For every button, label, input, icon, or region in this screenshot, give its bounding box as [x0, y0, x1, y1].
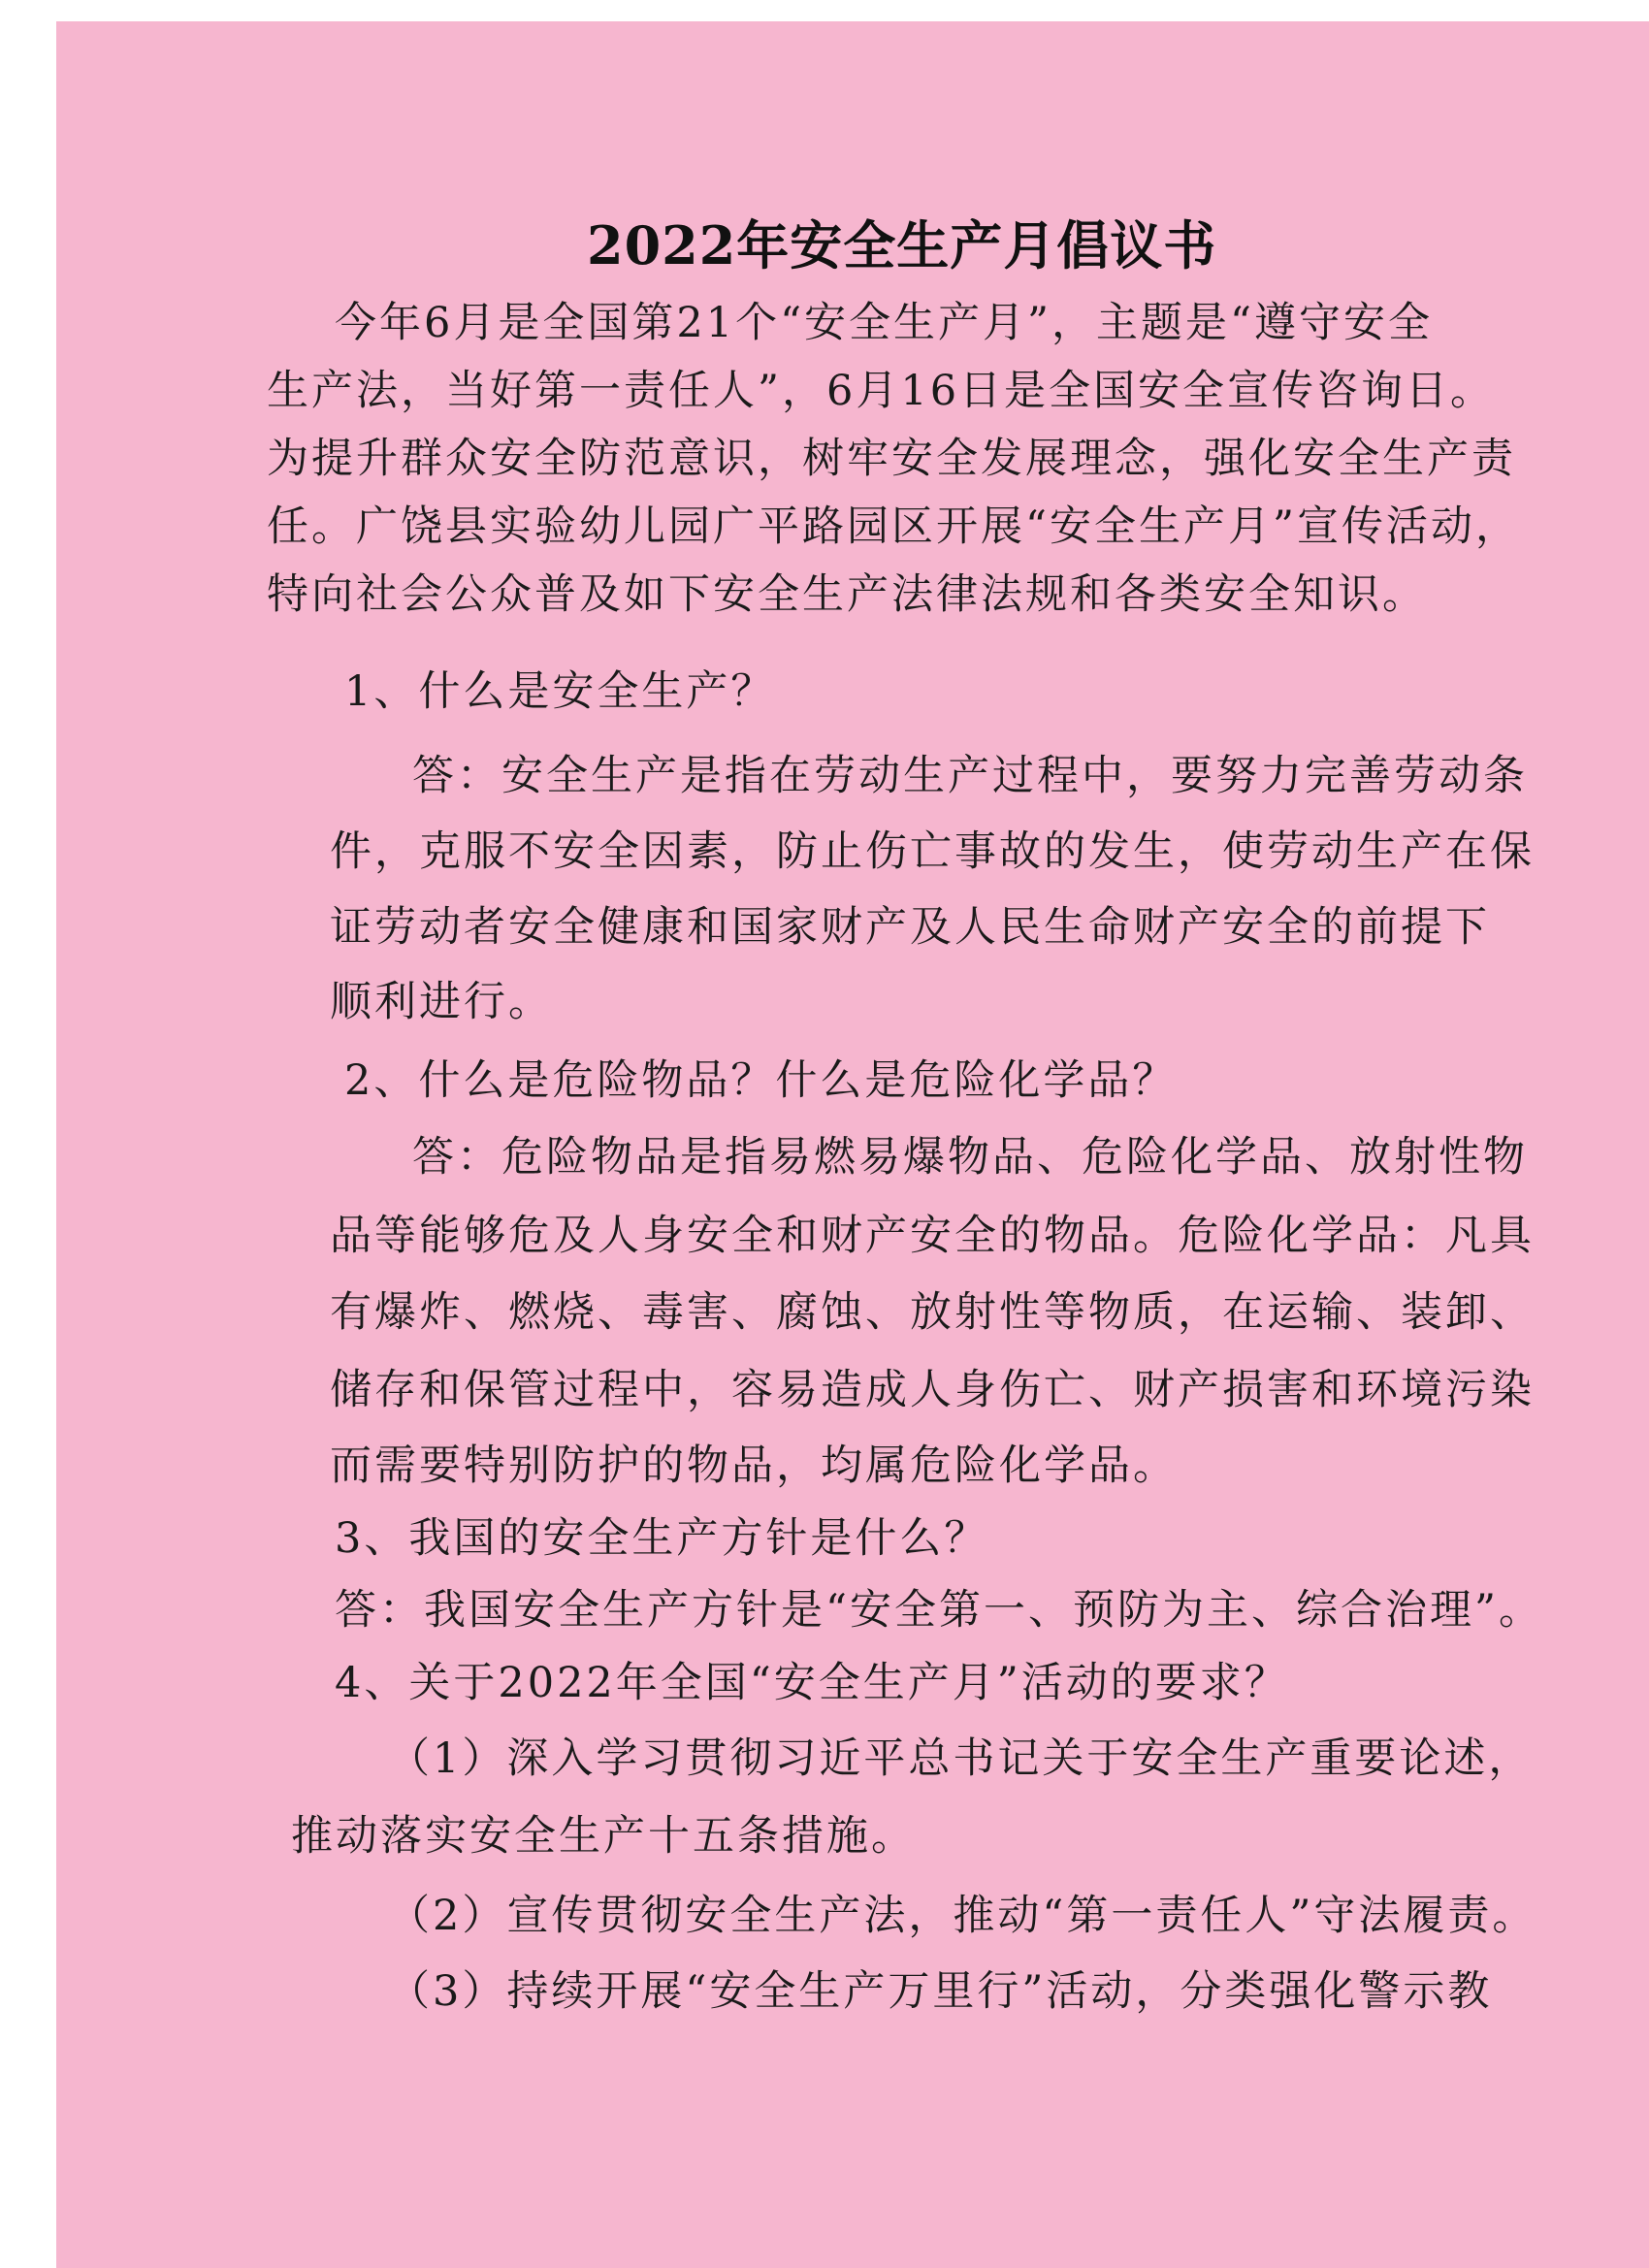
intro-line-1: 今年6月是全国第21个“安全生产月”，主题是“遵守安全	[335, 299, 1434, 347]
answer-2-line-5: 而需要特别防护的物品，均属危险化学品。	[330, 1442, 1178, 1490]
item-4-line-1: （1）深入学习贯彻习近平总书记关于安全生产重要论述，	[388, 1734, 1534, 1783]
answer-3-line-1: 答：我国安全生产方针是“安全第一、预防为主、综合治理”。	[335, 1586, 1543, 1635]
item-4-line-2: 推动落实安全生产十五条措施。	[291, 1812, 916, 1861]
intro-line-2: 生产法，当好第一责任人”，6月16日是全国安全宣传咨询日。	[267, 367, 1496, 415]
item-4-line-4: （3）持续开展“安全生产万里行”活动，分类强化警示教	[388, 1967, 1493, 2016]
intro-line-4: 任。广饶县实验幼儿园广平路园区开展“安全生产月”宣传活动，	[267, 502, 1520, 551]
answer-1-line-4: 顺利进行。	[330, 978, 553, 1026]
question-1: 1、什么是安全生产？	[344, 667, 776, 716]
answer-2-line-3: 有爆炸、燃烧、毒害、腐蚀、放射性等物质，在运输、装卸、	[330, 1288, 1535, 1337]
answer-2-line-1: 答：危险物品是指易燃易爆物品、危险化学品、放射性物	[412, 1133, 1528, 1182]
intro-line-5: 特向社会公众普及如下安全生产法律法规和各类安全知识。	[267, 570, 1427, 619]
intro-line-3: 为提升群众安全防范意识，树牢安全发展理念，强化安全生产责	[267, 435, 1516, 483]
question-3: 3、我国的安全生产方针是什么？	[335, 1514, 989, 1563]
question-4: 4、关于2022年全国“安全生产月”活动的要求？	[335, 1659, 1289, 1707]
answer-2-line-4: 储存和保管过程中，容易造成人身伤亡、财产损害和环境污染	[330, 1366, 1535, 1414]
answer-1-line-3: 证劳动者安全健康和国家财产及人民生命财产安全的前提下	[330, 903, 1490, 952]
answer-1-line-1: 答：安全生产是指在劳动生产过程中，要努力完善劳动条	[412, 752, 1528, 800]
answer-2-line-2: 品等能够危及人身安全和财产安全的物品。危险化学品：凡具	[330, 1212, 1535, 1260]
item-4-line-3: （2）宣传贯彻安全生产法，推动“第一责任人”守法履责。	[388, 1892, 1537, 1940]
document-title: 2022年安全生产月倡议书	[587, 214, 1217, 276]
answer-1-line-2: 件，克服不安全因素，防止伤亡事故的发生，使劳动生产在保	[330, 827, 1535, 876]
question-2: 2、什么是危险物品？什么是危险化学品？	[344, 1056, 1178, 1105]
